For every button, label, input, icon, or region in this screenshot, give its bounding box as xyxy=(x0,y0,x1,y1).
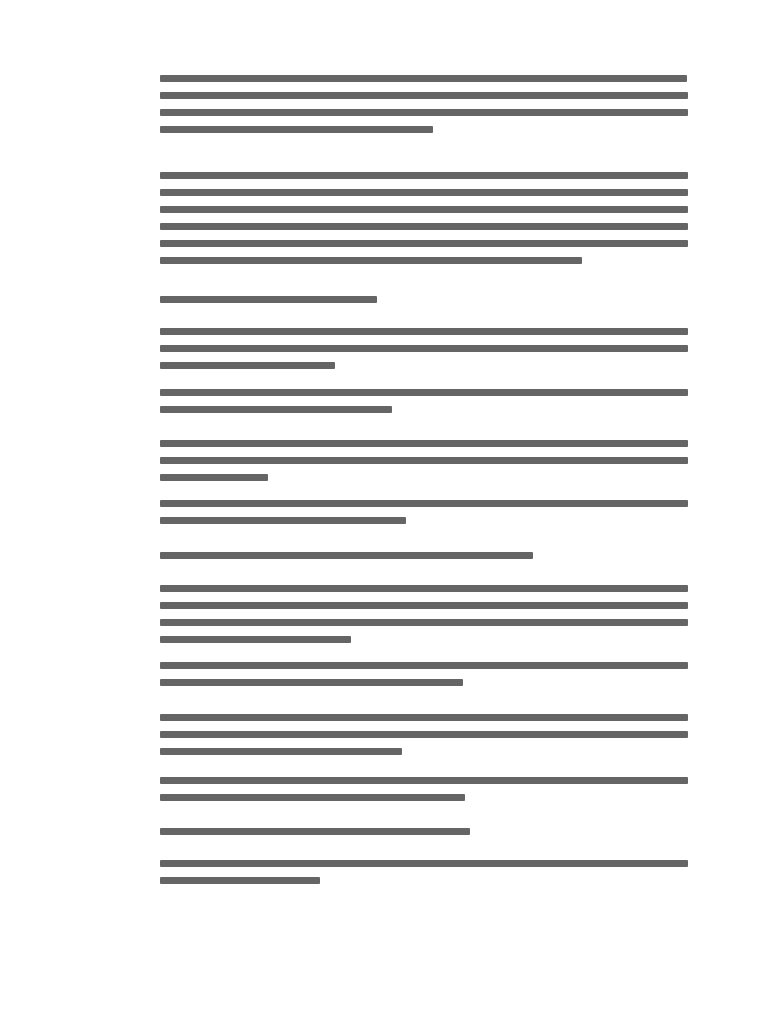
text-line xyxy=(160,240,688,247)
text-line xyxy=(160,206,688,213)
text-line xyxy=(160,109,688,116)
text-line xyxy=(160,457,688,464)
text-line xyxy=(160,474,268,481)
text-line xyxy=(160,362,335,369)
text-line xyxy=(160,172,688,179)
text-line xyxy=(160,257,582,264)
text-line xyxy=(160,389,688,396)
text-line xyxy=(160,223,688,230)
text-line xyxy=(160,552,533,559)
text-line xyxy=(160,328,688,335)
text-line xyxy=(160,189,688,196)
text-line xyxy=(160,662,688,669)
text-line xyxy=(160,126,433,133)
text-line xyxy=(160,345,688,352)
text-line xyxy=(160,75,687,82)
text-line xyxy=(160,860,688,867)
text-line xyxy=(160,296,377,303)
text-line xyxy=(160,828,470,835)
text-line xyxy=(160,714,688,721)
text-line xyxy=(160,748,402,755)
text-line xyxy=(160,406,392,413)
text-line xyxy=(160,440,688,447)
text-line xyxy=(160,619,688,626)
text-line xyxy=(160,585,688,592)
text-line xyxy=(160,794,465,801)
text-line xyxy=(160,877,320,884)
text-line xyxy=(160,517,406,524)
text-line xyxy=(160,636,351,643)
text-line xyxy=(160,602,688,609)
text-line xyxy=(160,731,688,738)
text-line xyxy=(160,679,463,686)
text-line xyxy=(160,500,688,507)
text-line xyxy=(160,777,688,784)
text-line xyxy=(160,92,688,99)
